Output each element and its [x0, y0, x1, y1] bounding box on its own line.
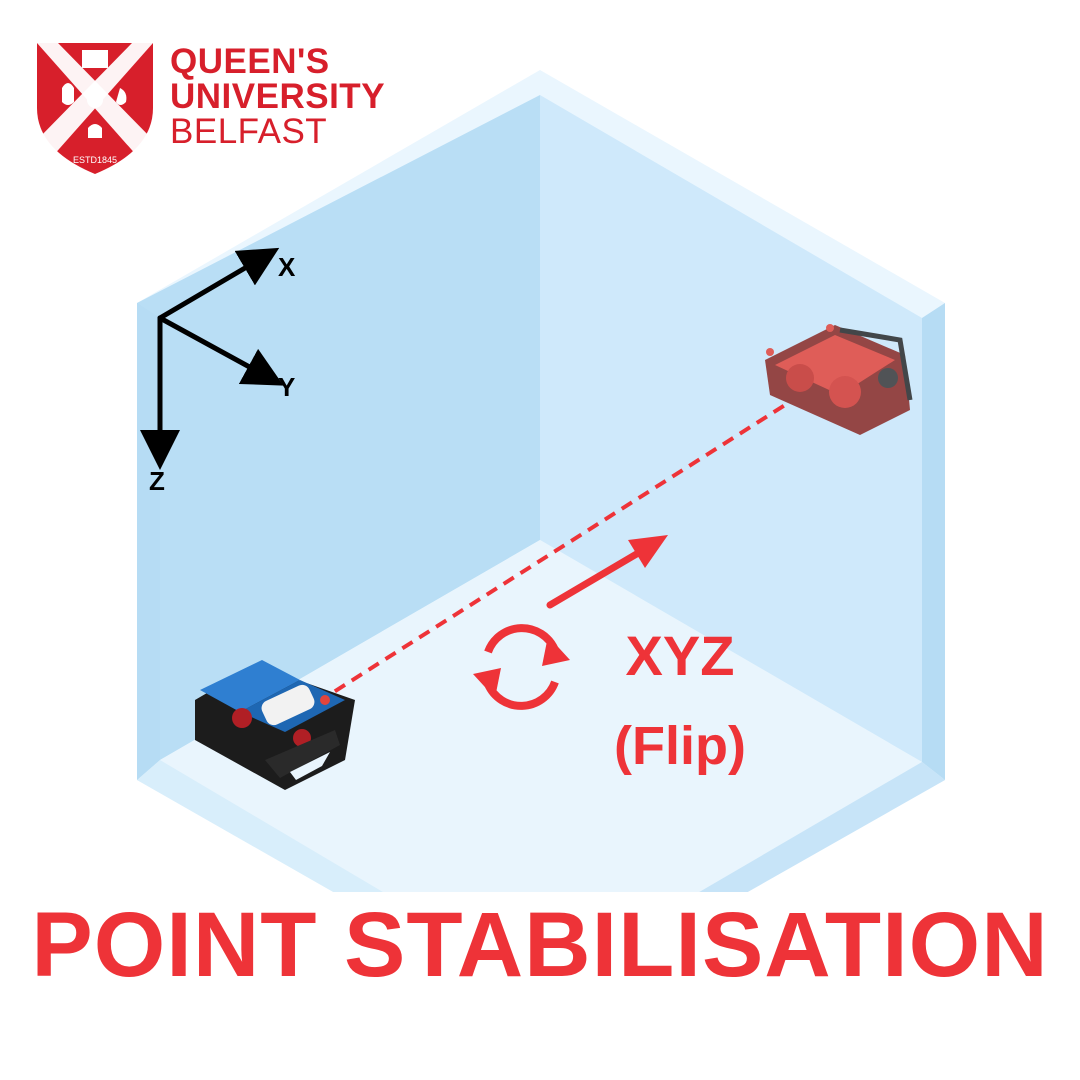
wordmark-line-2: UNIVERSITY: [170, 77, 386, 116]
x-axis-label: X: [278, 252, 296, 282]
motion-note-label: (Flip): [614, 716, 746, 776]
motion-label: XYZ: [625, 624, 735, 687]
page-title: POINT STABILISATION: [31, 894, 1049, 996]
tank: [137, 70, 945, 1010]
tank-right-edge: [922, 303, 945, 780]
university-wordmark: [170, 44, 385, 149]
tank-left-edge: [137, 303, 160, 780]
wordmark-line-3: BELFAST: [170, 112, 328, 151]
z-axis-label: Z: [149, 466, 165, 496]
y-axis-label: Y: [278, 372, 296, 402]
wordmark-line-1: QUEEN'S: [170, 42, 330, 81]
crest-estd: ESTD1845: [72, 155, 118, 165]
qub-crest: [37, 43, 153, 174]
